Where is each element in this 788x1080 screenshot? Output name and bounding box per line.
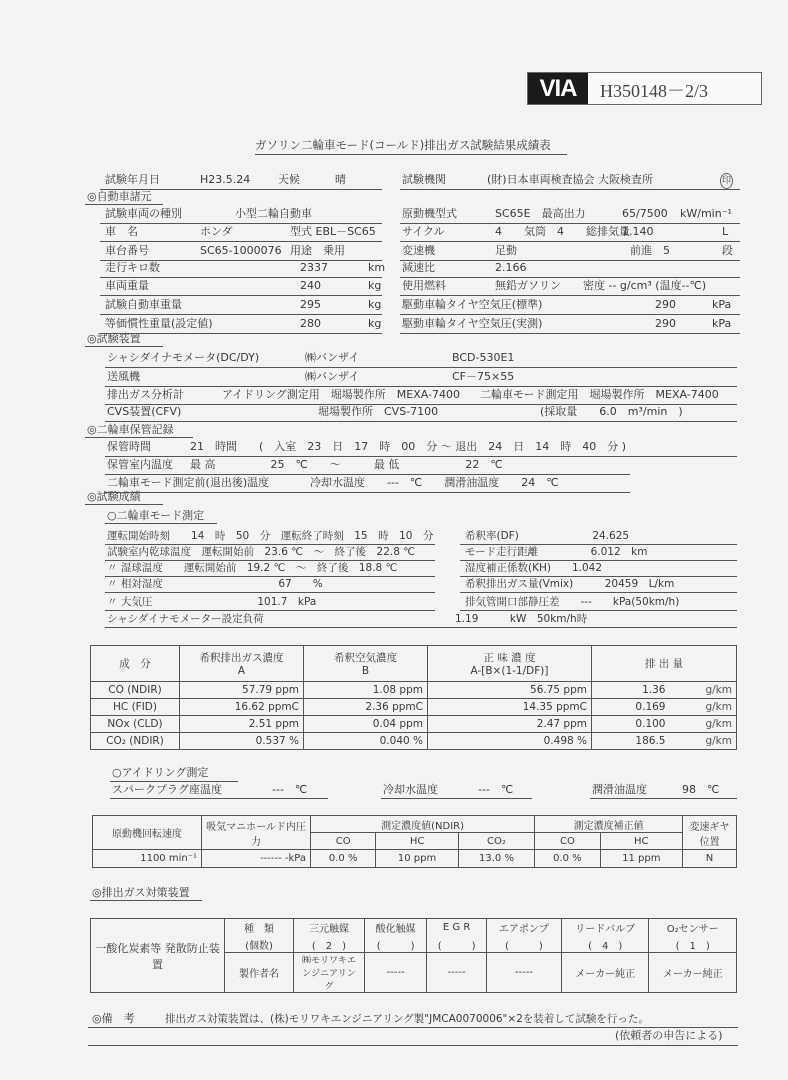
result-left-item: 〃 大気圧 101.7 kPa bbox=[107, 596, 317, 608]
emission-cell bbox=[592, 699, 737, 716]
countermeasure-heading: ◎排出ガス対策装置 bbox=[92, 886, 190, 899]
header-co: CO bbox=[311, 833, 376, 850]
equipment-label: 排出ガス分析計 bbox=[107, 388, 184, 401]
vehicle-spec-label: 減速比 bbox=[402, 261, 435, 274]
header-formula: A-[B×(1-1/DF)] bbox=[470, 665, 549, 677]
emission-cell bbox=[592, 682, 737, 699]
idling-value-cell: 13.0 % bbox=[458, 850, 534, 868]
vehicle-spec-value: 2.166 bbox=[495, 261, 527, 274]
maker-value: ----- bbox=[486, 953, 561, 993]
emission-unit: g/km bbox=[705, 718, 732, 730]
vehicle-section-heading: ◎自動車諸元 bbox=[87, 190, 152, 203]
vehicle-spec-unit: kPa bbox=[712, 317, 732, 330]
vehicle-spec-extra: 65/7500 bbox=[622, 207, 668, 220]
storage-section-heading: ◎二輪車保管記録 bbox=[87, 423, 174, 436]
dilution-air-cell: 1.08 ppm bbox=[304, 682, 428, 699]
component-cell: CO₂ (NDIR) bbox=[91, 733, 180, 750]
header-symbol: B bbox=[361, 665, 370, 677]
date-label: 試験年月日 bbox=[105, 173, 160, 186]
vehicle-spec-label: 試験車両の種別 bbox=[105, 207, 182, 220]
idle-coolant-value: --- ℃ bbox=[478, 783, 514, 796]
vehicle-spec-label: 車台番号 bbox=[105, 244, 149, 257]
diluted-gas-cell: 2.51 ppm bbox=[180, 716, 304, 733]
vehicle-spec-unit: 段 bbox=[722, 244, 733, 257]
count-value: ( 2 ) bbox=[294, 937, 365, 953]
header-corrected: 測定濃度補正値 bbox=[535, 816, 683, 833]
emission-unit: g/km bbox=[705, 701, 732, 713]
idling-value-cell: 1100 min⁻¹ bbox=[93, 850, 202, 868]
vehicle-spec-value: SC65E 最高出力 bbox=[495, 207, 586, 220]
result-left-item: 〃 湿球温度 運転開始前 19.2 ℃ ～ 終了後 18.8 ℃ bbox=[107, 562, 398, 574]
type-three-way-catalyst: 三元触媒 bbox=[294, 919, 365, 937]
vehicle-spec-label: 車 名 bbox=[105, 225, 138, 238]
equipment-maker: 堀場製作所 CVS-7100 bbox=[318, 405, 439, 418]
remarks-note: (依頼者の申告による) bbox=[615, 1029, 723, 1042]
header-diluted-gas bbox=[180, 646, 304, 682]
vehicle-spec-unit: kg bbox=[368, 279, 382, 292]
diluted-gas-cell: 16.62 ppmC bbox=[180, 699, 304, 716]
diluted-gas-cell: 0.537 % bbox=[180, 733, 304, 750]
maker-value: ㈱モリワキエンジニアリング bbox=[294, 953, 365, 993]
vehicle-spec-value: SC65-1000076 bbox=[200, 244, 282, 257]
header-gear: 変速ギヤ位置 bbox=[683, 816, 737, 850]
idling-value-cell: 0.0 % bbox=[535, 850, 600, 868]
equipment-label: シャシダイナモメータ(DC/DY) bbox=[107, 351, 260, 364]
header-label: 希釈空気濃度 bbox=[334, 652, 397, 664]
component-cell: NOx (CLD) bbox=[91, 716, 180, 733]
diluted-gas-cell: 57.79 ppm bbox=[180, 682, 304, 699]
vehicle-spec-extra: 密度 -- g/cm³ (温度--℃) bbox=[583, 279, 707, 292]
result-right-item: 希釈排出ガス量(Vmix) 20459 L/km bbox=[465, 578, 675, 590]
header-emission: 排 出 量 bbox=[592, 646, 737, 682]
spark-plug-label: スパークプラグ座温度 bbox=[112, 783, 222, 796]
count-value: ( 4 ) bbox=[561, 937, 649, 953]
result-left-item: 〃 相対湿度 67 % bbox=[107, 578, 323, 590]
emission-value: 186.5 bbox=[635, 735, 666, 747]
vehicle-spec-value: 240 bbox=[300, 279, 321, 292]
header-label: 正 味 濃 度 bbox=[483, 652, 536, 664]
storage-value: 最 高 25 ℃ ～ 最 低 22 ℃ bbox=[190, 458, 503, 471]
maker-value: ----- bbox=[365, 953, 427, 993]
weather-label: 天候 bbox=[278, 173, 300, 186]
maker-value: メーカー純正 bbox=[561, 953, 649, 993]
equipment-maker: ㈱バンザイ bbox=[305, 351, 360, 364]
document-number: H350148－2/3 bbox=[600, 81, 708, 101]
vehicle-spec-value: 280 bbox=[300, 317, 321, 330]
idle-oil-label: 潤滑油温度 bbox=[592, 783, 647, 796]
vehicle-spec-extra: 型式 EBL－SC65 bbox=[290, 225, 376, 238]
emission-row bbox=[91, 716, 737, 733]
dilution-air-cell: 0.04 ppm bbox=[304, 716, 428, 733]
storage-label: 保管室内温度 bbox=[107, 458, 173, 471]
emission-unit: g/km bbox=[705, 684, 732, 696]
vehicle-spec-value: 2337 bbox=[300, 261, 328, 274]
vehicle-spec-extra: 290 bbox=[655, 298, 676, 311]
component-cell: CO (NDIR) bbox=[91, 682, 180, 699]
vehicle-spec-label: 変速機 bbox=[402, 244, 435, 257]
storage-value: 21 時間 ( 入室 23 日 17 時 00 分 ～ 退出 24 日 14 時 40 分 ) bbox=[190, 440, 627, 453]
emission-row bbox=[91, 682, 737, 699]
net-concentration-cell: 14.35 ppmC bbox=[428, 699, 592, 716]
result-right-item: 1.19 kW 50km/h時 bbox=[455, 613, 588, 625]
vehicle-spec-unit: kPa bbox=[712, 298, 732, 311]
result-right-item: 湿度補正係数(KH) 1.042 bbox=[465, 562, 603, 574]
vehicle-spec-extra: 用途 乗用 bbox=[290, 244, 345, 257]
net-concentration-cell: 0.498 % bbox=[428, 733, 592, 750]
vehicle-spec-label: 原動機型式 bbox=[402, 207, 457, 220]
net-concentration-cell: 56.75 ppm bbox=[428, 682, 592, 699]
via-logo: VIA bbox=[528, 73, 588, 104]
idle-oil-value: 98 ℃ bbox=[682, 783, 720, 796]
maker-label: 製作者名 bbox=[225, 953, 294, 993]
result-right-item: 排気管開口部静圧差 --- kPa(50km/h) bbox=[465, 596, 680, 608]
org-label: 試験機関 bbox=[402, 173, 446, 186]
vehicle-spec-label: 使用燃料 bbox=[402, 279, 446, 292]
vehicle-spec-extra: 1.140 bbox=[622, 225, 654, 238]
office-value: 大阪検査所 bbox=[598, 173, 653, 186]
header-co-corrected: CO bbox=[535, 833, 600, 850]
header-dilution-air bbox=[304, 646, 428, 682]
countermeasure-table bbox=[90, 918, 737, 993]
idling-value-cell: 10 ppm bbox=[376, 850, 458, 868]
header-component: 成 分 bbox=[91, 646, 180, 682]
header-measured: 測定濃度値(NDIR) bbox=[311, 816, 535, 833]
result-right-item: モード走行距離 6.012 km bbox=[465, 546, 648, 558]
date-value: H23.5.24 bbox=[200, 173, 251, 186]
equipment-model: (採取量 6.0 m³/min ) bbox=[540, 405, 683, 418]
header-engine-speed: 原動機回転速度 bbox=[93, 816, 202, 850]
vehicle-spec-value: 無鉛ガソリン bbox=[495, 279, 561, 292]
header-hc: HC bbox=[376, 833, 458, 850]
count-value: ( 1 ) bbox=[649, 937, 737, 953]
emission-cell bbox=[592, 733, 737, 750]
emission-value: 0.169 bbox=[635, 701, 666, 713]
type-air-pump: エアポンプ bbox=[486, 919, 561, 937]
header-label: 希釈排出ガス濃度 bbox=[199, 652, 284, 664]
count-label: (個数) bbox=[225, 937, 294, 953]
idling-value-cell: ------ -kPa bbox=[202, 850, 311, 868]
header-symbol: A bbox=[237, 665, 246, 677]
component-cell: HC (FID) bbox=[91, 699, 180, 716]
dilution-air-cell: 2.36 ppmC bbox=[304, 699, 428, 716]
idle-coolant-label: 冷却水温度 bbox=[383, 783, 438, 796]
vehicle-spec-unit: km bbox=[368, 261, 386, 274]
equipment-model: BCD-530E1 bbox=[452, 351, 515, 364]
document-title: ガソリン二輪車モード(コールド)排出ガス試験結果成績表 bbox=[255, 138, 551, 152]
storage-label: 保管時間 bbox=[107, 440, 151, 453]
idling-value-cell: 0.0 % bbox=[311, 850, 376, 868]
storage-label: 二輪車モード測定前(退出後)温度 bbox=[107, 476, 270, 489]
emission-value: 1.36 bbox=[642, 684, 666, 696]
emissions-table bbox=[90, 645, 737, 750]
org-value: (財)日本車両検査協会 bbox=[487, 173, 595, 186]
weather-value: 晴 bbox=[335, 173, 346, 186]
emission-value: 0.100 bbox=[635, 718, 666, 730]
storage-value: 冷却水温度 --- ℃ 潤滑油温度 24 ℃ bbox=[310, 476, 559, 489]
result-left-item: 運転開始時刻 14 時 50 分 運転終了時刻 15 時 10 分 bbox=[107, 530, 434, 542]
remarks-label: ◎備 考 bbox=[92, 1012, 135, 1025]
equipment-label: 送風機 bbox=[107, 370, 140, 383]
vehicle-spec-value: 295 bbox=[300, 298, 321, 311]
result-right-item: 希釈率(DF) 24.625 bbox=[465, 530, 630, 542]
equipment-section-heading: ◎試験装置 bbox=[87, 332, 141, 345]
vehicle-spec-label: 試験自動車重量 bbox=[105, 298, 182, 311]
count-value: ( ) bbox=[486, 937, 561, 953]
result-left-item: シャシダイナモメーター設定負荷 bbox=[107, 613, 264, 625]
emission-row bbox=[91, 699, 737, 716]
idling-table bbox=[92, 815, 737, 868]
spark-plug-value: --- ℃ bbox=[272, 783, 308, 796]
equipment-label: CVS装置(CFV) bbox=[107, 405, 182, 418]
vehicle-spec-unit: L bbox=[722, 225, 729, 238]
idling-heading: ○アイドリング測定 bbox=[112, 766, 209, 779]
vehicle-spec-unit: kg bbox=[368, 298, 382, 311]
result-left-item: 試験室内乾球温度 運転開始前 23.6 ℃ ～ 終了後 22.8 ℃ bbox=[107, 546, 416, 558]
vehicle-spec-value: 小型二輪自動車 bbox=[235, 207, 312, 220]
dilution-air-cell: 0.040 % bbox=[304, 733, 428, 750]
vehicle-spec-unit: kW/min⁻¹ bbox=[680, 207, 732, 220]
via-stamp bbox=[527, 72, 762, 105]
count-value: ( ) bbox=[365, 937, 427, 953]
vehicle-spec-label: サイクル bbox=[402, 225, 445, 238]
type-egr: E G R bbox=[427, 919, 487, 937]
emission-cell bbox=[592, 716, 737, 733]
maker-value: メーカー純正 bbox=[649, 953, 737, 993]
equipment-model: CF－75×55 bbox=[452, 370, 515, 383]
remarks-text: 排出ガス対策装置は、(株)モリワキエンジニアリング製"JMCA0070006"×2を装着して試験を行った。 bbox=[165, 1013, 649, 1025]
mode-test-heading: ○二輪車モード測定 bbox=[107, 509, 205, 522]
type-reed-valve: リードバルブ bbox=[561, 919, 649, 937]
vehicle-spec-extra: 290 bbox=[655, 317, 676, 330]
vehicle-spec-label: 駆動車輪タイヤ空気圧(標準) bbox=[402, 298, 543, 311]
vehicle-spec-value: ホンダ bbox=[200, 225, 233, 238]
emission-row bbox=[91, 733, 737, 750]
maker-value: ----- bbox=[427, 953, 487, 993]
vehicle-spec-label: 等価慣性重量(設定値) bbox=[105, 317, 213, 330]
emission-unit: g/km bbox=[705, 735, 732, 747]
idling-value-cell: N bbox=[683, 850, 737, 868]
header-manifold-pressure: 吸気マニホールド内圧力 bbox=[202, 816, 311, 850]
count-value: ( ) bbox=[427, 937, 487, 953]
header-net bbox=[428, 646, 592, 682]
idling-value-cell: 11 ppm bbox=[600, 850, 682, 868]
device-label: 一酸化炭素等 発散防止装置 bbox=[91, 919, 225, 993]
type-label: 種 類 bbox=[225, 919, 294, 937]
vehicle-spec-extra: 前進 5 bbox=[630, 244, 670, 257]
vehicle-spec-value: 4 気筒 4 総排気量 bbox=[495, 225, 630, 238]
equipment-maker: ㈱バンザイ bbox=[305, 370, 360, 383]
vehicle-spec-value: 足動 bbox=[495, 244, 517, 257]
net-concentration-cell: 2.47 ppm bbox=[428, 716, 592, 733]
vehicle-spec-unit: kg bbox=[368, 317, 382, 330]
type-oxidation-catalyst: 酸化触媒 bbox=[365, 919, 427, 937]
results-section-heading: ◎試験成績 bbox=[87, 490, 141, 503]
header-co2: CO₂ bbox=[458, 833, 534, 850]
header-hc-corrected: HC bbox=[600, 833, 682, 850]
equipment-maker: アイドリング測定用 堀場製作所 MEXA-7400 bbox=[222, 388, 461, 401]
vehicle-spec-label: 走行キロ数 bbox=[105, 261, 160, 274]
type-o2-sensor: O₂センサー bbox=[649, 919, 737, 937]
vehicle-spec-label: 車両重量 bbox=[105, 279, 149, 292]
seal-mark: 印 bbox=[720, 173, 733, 189]
equipment-model: 二輪車モード測定用 堀場製作所 MEXA-7400 bbox=[480, 388, 719, 401]
vehicle-spec-label: 駆動車輪タイヤ空気圧(実測) bbox=[402, 317, 543, 330]
